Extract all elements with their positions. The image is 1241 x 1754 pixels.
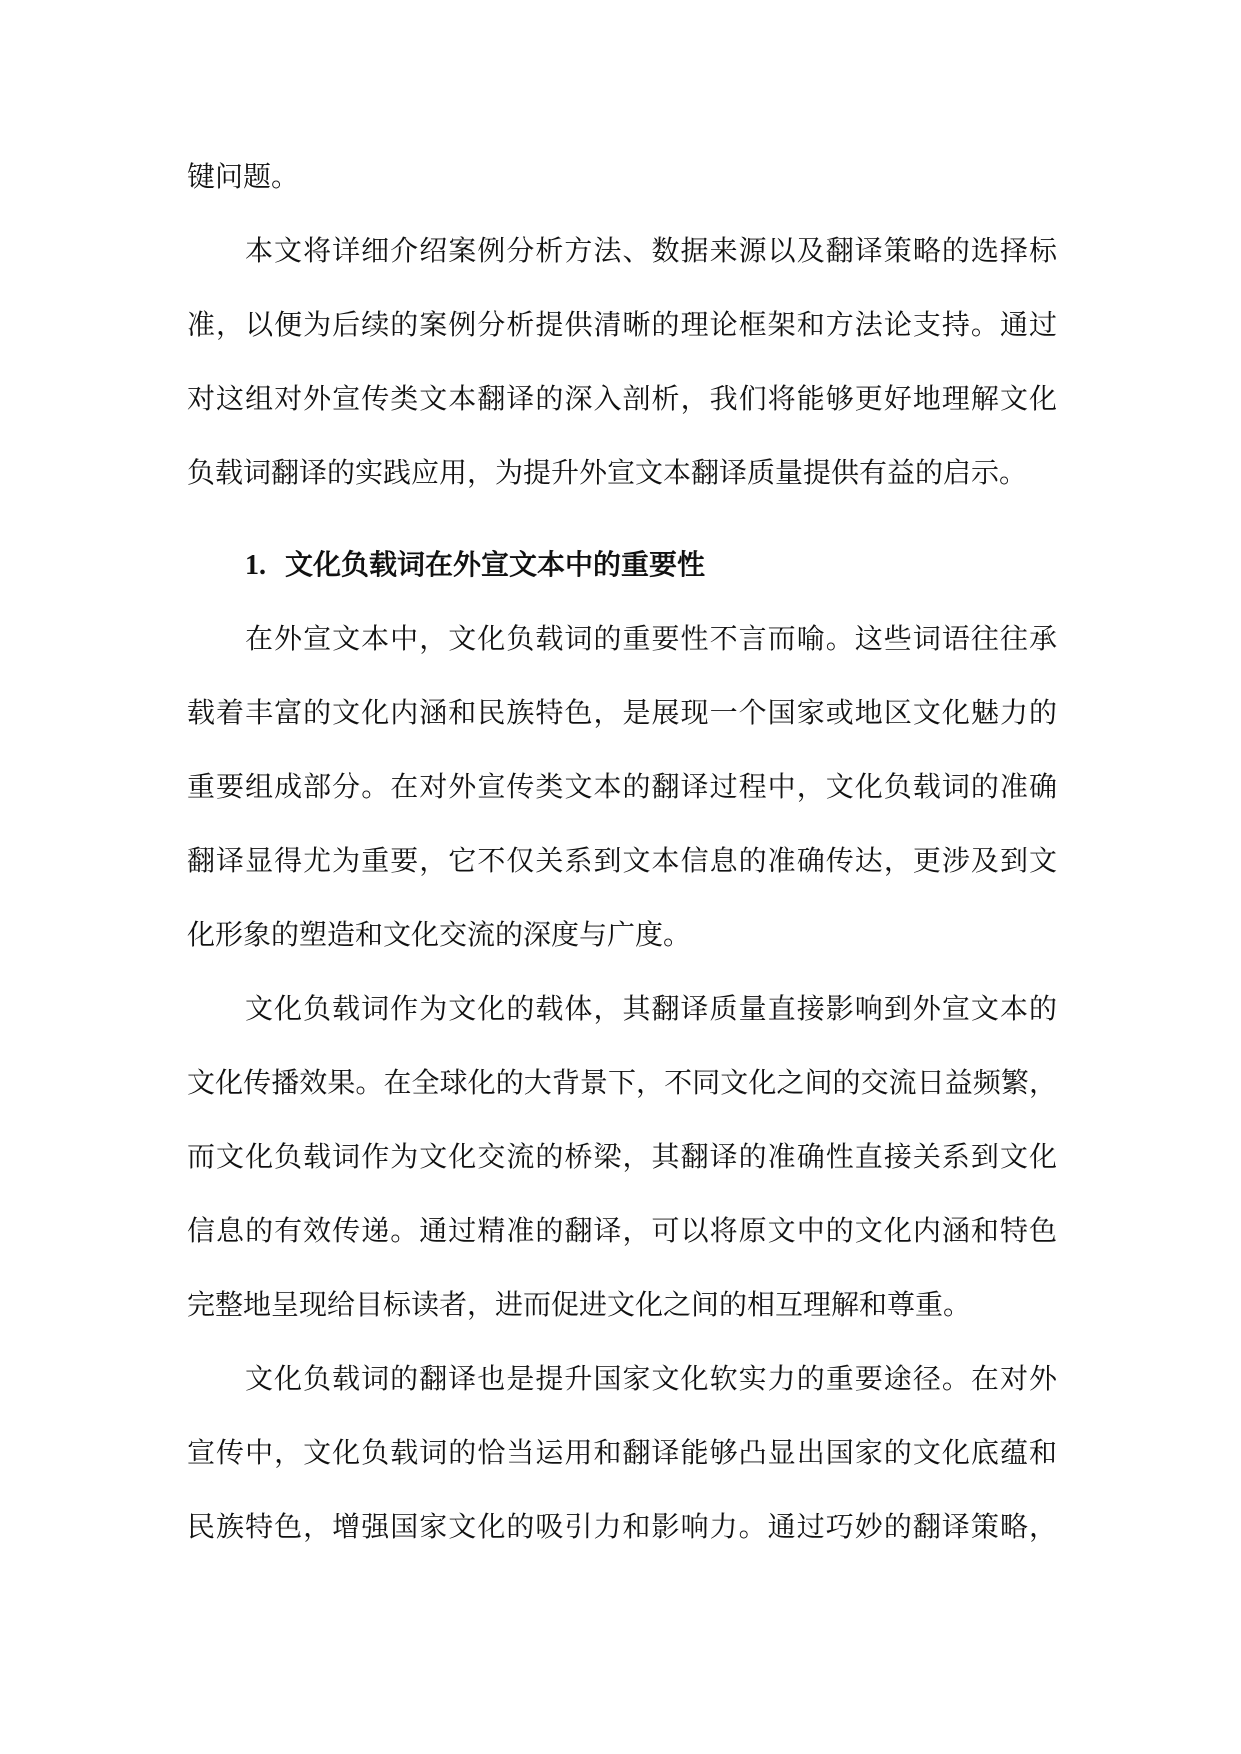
paragraph-line: 而文化负载词作为文化交流的桥梁，其翻译的准确性直接关系到文化 — [187, 1140, 1057, 1173]
carryover-line: 键问题。 — [187, 160, 300, 193]
paragraph-line: 重要组成部分。在对外宣传类文本的翻译过程中，文化负载词的准确 — [187, 770, 1057, 803]
paragraph-line: 准，以便为后续的案例分析提供清晰的理论框架和方法论支持。通过 — [187, 308, 1057, 341]
paragraph-line: 文化负载词作为文化的载体，其翻译质量直接影响到外宣文本的 — [245, 992, 1057, 1025]
paragraph-line: 在外宣文本中，文化负载词的重要性不言而喻。这些词语往往承 — [245, 622, 1057, 655]
paragraph-4 — [187, 1342, 1057, 1564]
paragraph-line: 完整地呈现给目标读者，进而促进文化之间的相互理解和尊重。 — [187, 1288, 972, 1321]
paragraph-line: 文化传播效果。在全球化的大背景下，不同文化之间的交流日益频繁， — [187, 1066, 1057, 1099]
paragraph-line: 本文将详细介绍案例分析方法、数据来源以及翻译策略的选择标 — [245, 234, 1057, 267]
document-body — [187, 140, 1057, 1564]
paragraph-2 — [187, 602, 1057, 972]
paragraph-1 — [187, 214, 1057, 510]
section-title: 文化负载词在外宣文本中的重要性 — [285, 548, 706, 581]
paragraph-line: 化形象的塑造和文化交流的深度与广度。 — [187, 918, 692, 951]
paragraph-line: 信息的有效传递。通过精准的翻译，可以将原文中的文化内涵和特色 — [187, 1214, 1057, 1247]
paragraph-line: 翻译显得尤为重要，它不仅关系到文本信息的准确传达，更涉及到文 — [187, 844, 1057, 877]
paragraph-3 — [187, 972, 1057, 1342]
paragraph-line: 宣传中，文化负载词的恰当运用和翻译能够凸显出国家的文化底蕴和 — [187, 1436, 1057, 1469]
section-heading — [187, 528, 1057, 602]
paragraph-line: 载着丰富的文化内涵和民族特色，是展现一个国家或地区文化魅力的 — [187, 696, 1057, 729]
paragraph-line: 文化负载词的翻译也是提升国家文化软实力的重要途径。在对外 — [245, 1362, 1057, 1395]
paragraph-line: 负载词翻译的实践应用，为提升外宣文本翻译质量提供有益的启示。 — [187, 456, 1028, 489]
paragraph-line: 对这组对外宣传类文本翻译的深入剖析，我们将能够更好地理解文化 — [187, 382, 1057, 415]
section-number: 1. — [245, 550, 266, 581]
paragraph-line: 民族特色，增强国家文化的吸引力和影响力。通过巧妙的翻译策略， — [187, 1510, 1057, 1543]
